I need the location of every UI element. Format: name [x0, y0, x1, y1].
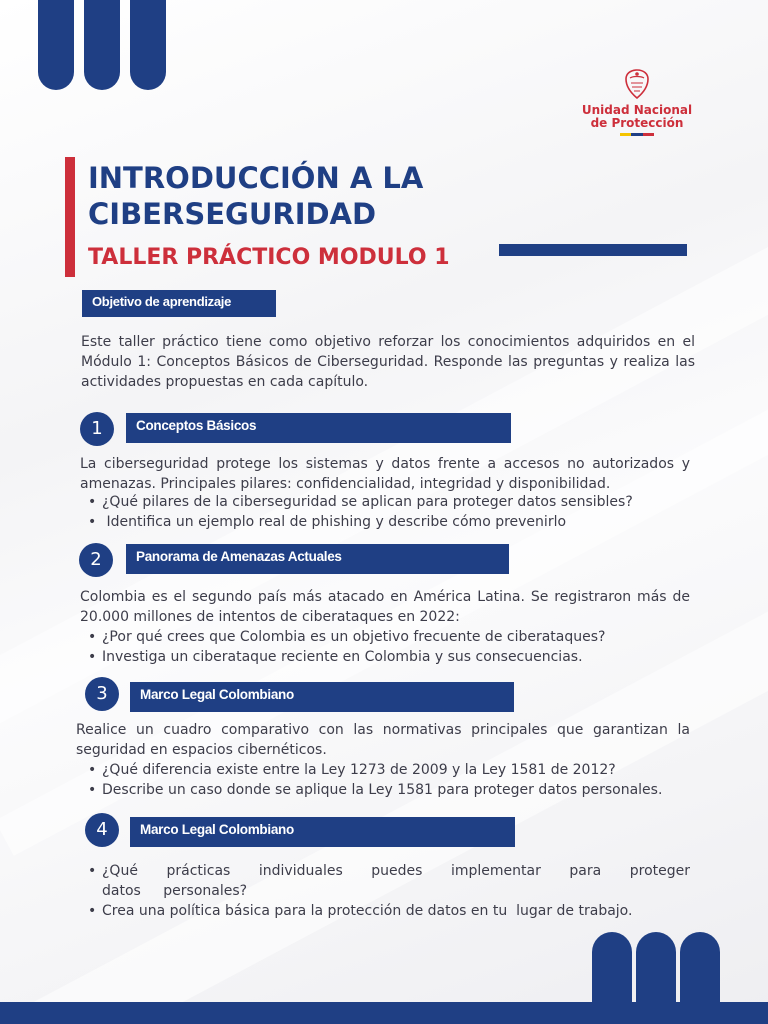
coat-of-arms-icon: [620, 68, 654, 100]
section-question-list: [80, 627, 700, 667]
page-subtitle: TALLER PRÁCTICO MODULO 1: [88, 245, 450, 270]
section-title: Conceptos Básicos: [126, 413, 511, 443]
section-number-badge: 2: [79, 543, 113, 577]
list-item: • Identifica un ejemplo real de phishing y describe cómo prevenirlo: [80, 512, 700, 532]
list-item: • ¿Qué diferencia existe entre la Ley 1273 de 2009 y la Ley 1581 de 2012?: [80, 760, 700, 780]
section-text: Realice un cuadro comparativo con las normativas principales que garantizan la seguridad en espacios cibernéticos.: [76, 722, 690, 758]
page-title: [88, 160, 423, 232]
section-title: Marco Legal Colombiano: [130, 817, 515, 847]
list-item: • ¿Qué prácticas individuales puedes implementar para proteger datos personales?: [80, 861, 690, 901]
decorative-pill-top: [84, 0, 120, 90]
page-title-line-2: CIBERSEGURIDAD: [88, 197, 377, 231]
section-text: Colombia es el segundo país más atacado en América Latina. Se registraron más de 20.000 millones de intentos de ciberataques en 2022:: [80, 589, 690, 625]
page-title-line-1: INTRODUCCIÓN A LA: [88, 161, 424, 195]
section-number-badge: 4: [85, 813, 119, 847]
list-item: • ¿Qué pilares de la ciberseguridad se aplican para proteger datos sensibles?: [80, 492, 700, 512]
section-text: La ciberseguridad protege los sistemas y datos frente a accesos no autorizados y amenazas. Principales pilares: confidencialidad, integridad y disponibilidad.: [80, 456, 690, 492]
decorative-pill-top: [130, 0, 166, 90]
institution-logo: [572, 68, 702, 136]
objective-label: Objetivo de aprendizaje: [82, 290, 276, 317]
decorative-pill-top: [38, 0, 74, 90]
section-question-list: [80, 760, 700, 800]
logo-line-2: de Protección: [590, 116, 684, 130]
list-item: • Describe un caso donde se aplique la Ley 1581 para proteger datos personales.: [80, 780, 700, 800]
title-divider: [499, 244, 687, 256]
section-question-list: [80, 861, 690, 921]
section-title: Panorama de Amenazas Actuales: [126, 544, 509, 574]
logo-line-1: Unidad Nacional: [581, 103, 693, 117]
section-number-badge: 3: [85, 677, 119, 711]
section-title: Marco Legal Colombiano: [130, 682, 514, 712]
title-accent-bar: [65, 157, 75, 277]
list-item: • Investiga un ciberataque reciente en Colombia y sus consecuencias.: [80, 647, 700, 667]
section-number-badge: 1: [80, 412, 114, 446]
list-item: • ¿Por qué crees que Colombia es un objetivo frecuente de ciberataques?: [80, 627, 700, 647]
list-item: • Crea una política básica para la protección de datos en tu lugar de trabajo.: [80, 901, 690, 921]
footer-bar: [0, 1002, 768, 1024]
objective-text: Este taller práctico tiene como objetivo reforzar los conocimientos adquiridos en el Módulo 1: Conceptos Básicos de Ciberseguridad. Responde las preguntas y realiza las actividades propuestas en cada capítulo.: [81, 334, 695, 390]
section-question-list: [80, 492, 700, 532]
flag-stripe: [620, 133, 654, 136]
